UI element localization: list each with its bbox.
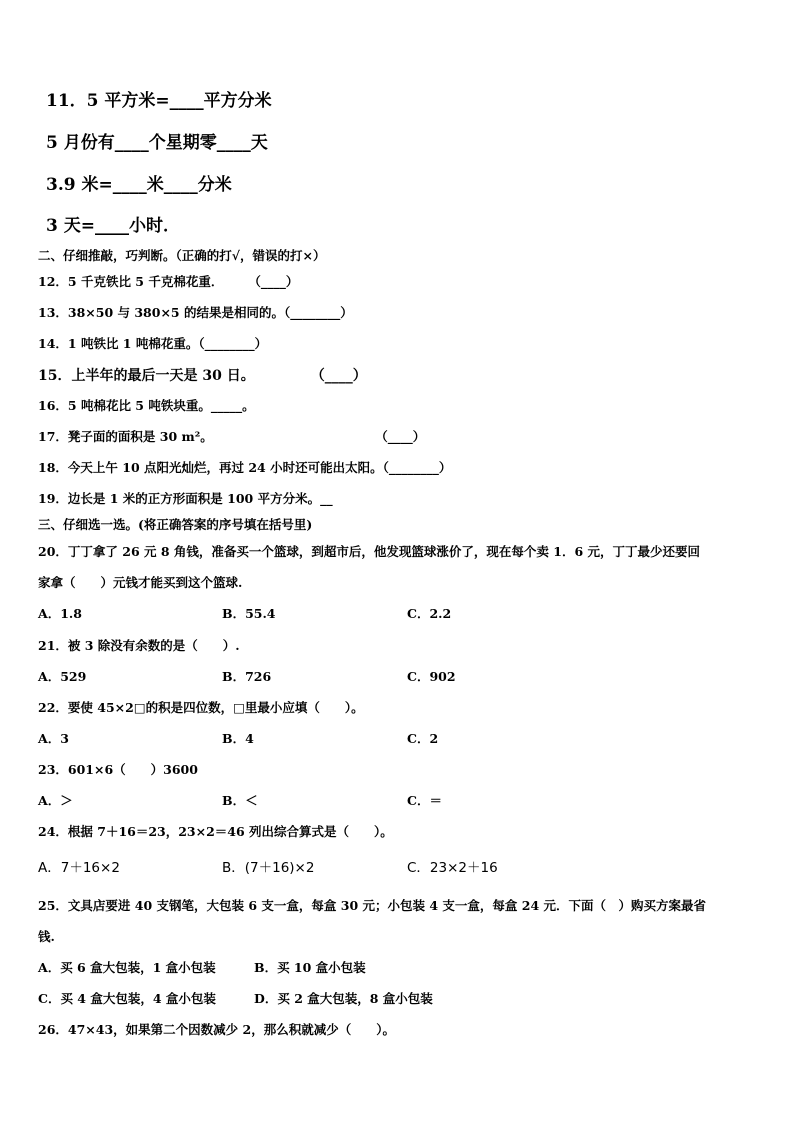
question-11-line-4: 3 天=____小时．	[46, 216, 180, 236]
question-20-option-c: C．2.2	[407, 606, 452, 621]
option-text: B．(7＋16)×2	[222, 860, 315, 876]
question-22: 22．要使 45×2□的积是四位数，□里最小应填（ ）。	[38, 700, 364, 715]
question-12: 12．5 千克铁比 5 千克棉花重． （____）	[38, 274, 299, 289]
section-3-heading: 三、仔细选一选。(将正确答案的序号填在括号里)	[38, 517, 313, 532]
question-24: 24．根据 7＋16＝23，23×2＝46 列出综合算式是（ ）。	[38, 824, 393, 839]
question-16: 16．5 吨棉花比 5 吨铁块重。_____。	[38, 398, 255, 413]
question-23-option-b: B．＜	[222, 793, 258, 808]
question-20-line-1: 20．丁丁拿了 26 元 8 角钱，准备买一个篮球，到超市后，他发现篮球涨价了，现在每个卖 1．6 元，丁丁最少还要回	[38, 544, 700, 559]
question-24-option-a	[38, 856, 120, 876]
option-text: C．23×2＋16	[407, 860, 498, 876]
question-22-option-b: B．4	[222, 731, 254, 746]
question-25-line-2: 钱.	[38, 929, 55, 944]
question-21-option-c: C．902	[407, 669, 456, 684]
question-25-option-b: B．买 10 盒小包装	[254, 960, 366, 975]
question-20-line-2: 家拿（ ）元钱才能买到这个篮球.	[38, 575, 243, 590]
question-19: 19．边长是 1 米的正方形面积是 100 平方分米。__	[38, 491, 333, 506]
question-14: 14．1 吨铁比 1 吨棉花重。（________）	[38, 336, 268, 351]
question-18: 18．今天上午 10 点阳光灿烂，再过 24 小时还可能出太阳。（________）	[38, 460, 452, 475]
question-11-line-1: 11．5 平方米=____平方分米	[46, 91, 272, 111]
question-11-line-3: 3.9 米=____米____分米	[46, 175, 232, 195]
question-20-option-a: A．1.8	[38, 606, 82, 621]
question-21: 21．被 3 除没有余数的是（ ）.	[38, 638, 240, 653]
question-25-option-c: C．买 4 盒大包装，4 盒小包装	[38, 991, 216, 1006]
question-11-line-2: 5 月份有____个星期零____天	[46, 133, 268, 153]
question-26: 26．47×43，如果第二个因数减少 2，那么积就减少（ ）。	[38, 1022, 395, 1037]
question-15: 15．上半年的最后一天是 30 日。 （____）	[38, 368, 367, 384]
question-20-option-b: B．55.4	[222, 606, 276, 621]
question-22-option-a: A．3	[38, 731, 69, 746]
question-23-option-c: C．＝	[407, 793, 442, 808]
question-17: 17．凳子面的面积是 30 m²。 （____）	[38, 429, 426, 444]
question-24-option-c	[407, 856, 498, 876]
question-23-option-a: A．＞	[38, 793, 73, 808]
question-22-option-c: C．2	[407, 731, 439, 746]
question-24-option-b	[222, 856, 314, 876]
section-2-heading: 二、仔细推敲，巧判断。（正确的打√，错误的打×）	[38, 248, 326, 263]
question-21-option-b: B．726	[222, 669, 272, 684]
option-text: A．7＋16×2	[38, 860, 120, 876]
question-25-line-1: 25．文具店要进 40 支钢笔，大包装 6 支一盒，每盒 30 元；小包装 4 支一盒，每盒 24 元．下面（ ）购买方案最省	[38, 898, 706, 913]
question-23: 23．601×6（ ）3600	[38, 762, 198, 777]
question-21-option-a: A．529	[38, 669, 87, 684]
question-25-option-d: D．买 2 盒大包装，8 盒小包装	[254, 991, 433, 1006]
question-25-option-a: A．买 6 盒大包装，1 盒小包装	[38, 960, 216, 975]
question-13: 13．38×50 与 380×5 的结果是相同的。（________）	[38, 305, 353, 320]
